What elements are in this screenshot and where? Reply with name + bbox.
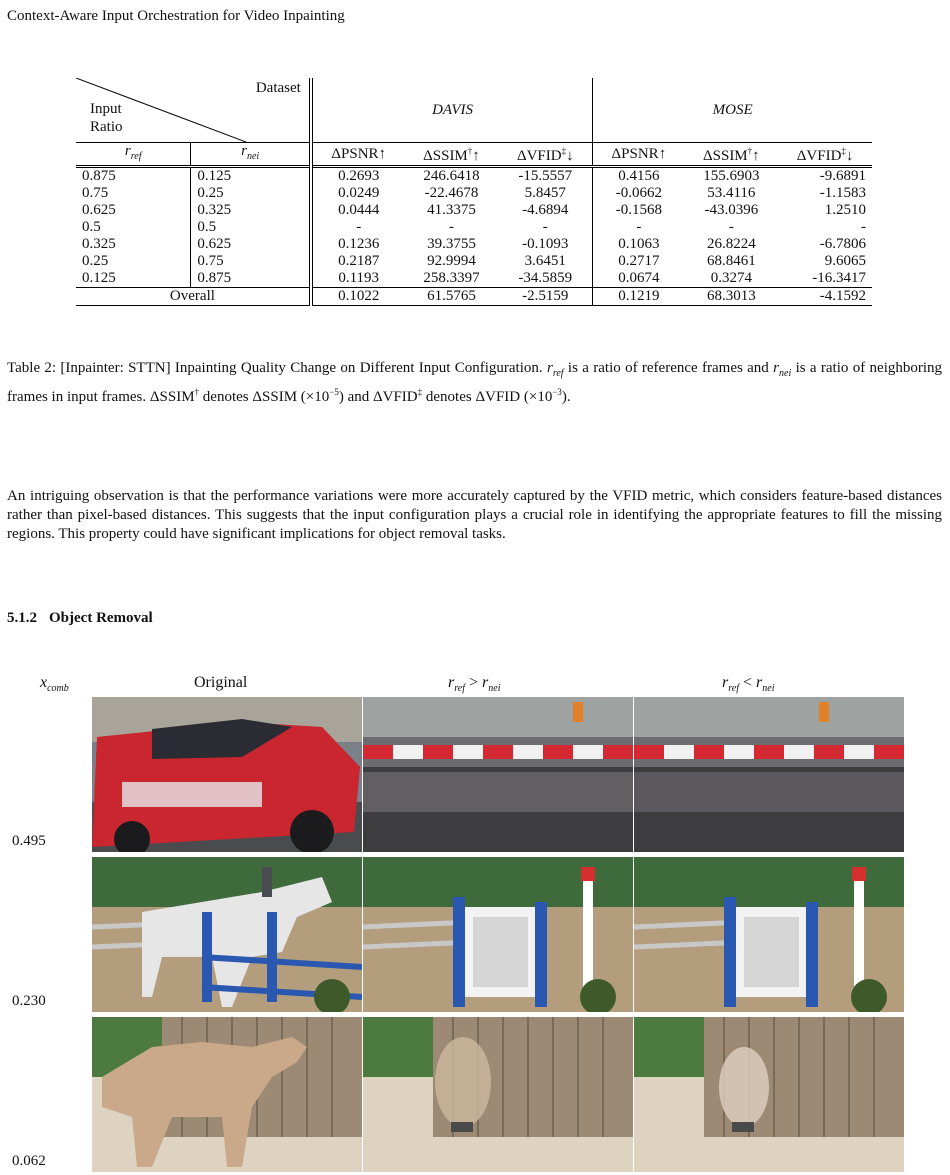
col-header-mose-psnr: ΔPSNR↑ <box>593 143 685 167</box>
figure-row-variable-label: $x_{comb}$ <box>40 674 69 695</box>
row-value-3: 0.062 <box>12 1153 46 1169</box>
overall-cell: -2.5159 <box>498 288 592 306</box>
figure-col-original: Original <box>194 674 248 691</box>
table-row <box>76 167 872 186</box>
table-cell: - <box>448 219 454 235</box>
table-cell: 41.3375 <box>427 202 476 218</box>
table-cell: 0.125 <box>191 167 311 186</box>
col-header-davis-vfid: ΔVFID‡↓ <box>498 143 592 167</box>
car-original-picture <box>92 697 362 852</box>
table-cell: - <box>728 219 734 235</box>
table-cell: 0.0444 <box>338 202 380 218</box>
figure-col-ref-gt-nei: $r_{ref} > r_{nei}$ <box>448 674 501 695</box>
figure-col-ref-lt-nei: $r_{ref} < r_{nei}$ <box>722 674 775 695</box>
row-value-1: 0.495 <box>12 833 46 849</box>
subsection-heading: 5.1.2 Object Removal <box>7 610 153 626</box>
table-cell: 0.75 <box>76 185 191 202</box>
row-value-2: 0.230 <box>12 993 46 1009</box>
table-cell: -0.1568 <box>615 202 662 218</box>
table-row <box>76 253 872 270</box>
col-header-rref: $r_{ref}$ <box>76 143 191 167</box>
overall-cell: 61.5765 <box>405 288 499 306</box>
overall-cell: 68.3013 <box>684 288 778 306</box>
page-header: Context-Aware Input Orchestration for Video Inpainting <box>7 8 345 24</box>
table-cell: 0.325 <box>191 202 311 219</box>
table-cell: 155.6903 <box>703 168 760 184</box>
table-cell: 0.1193 <box>338 270 380 286</box>
table-cell: 26.8224 <box>706 236 756 252</box>
table-cell: 0.5 <box>76 219 191 236</box>
table-row <box>76 185 872 202</box>
table-cell: 0.1063 <box>618 236 660 252</box>
image-camel-ref-gt-nei <box>363 1017 633 1172</box>
col-header-mose-vfid: ΔVFID‡↓ <box>778 143 872 167</box>
image-camel-original <box>92 1017 362 1172</box>
image-horse-original <box>92 857 362 1012</box>
table-cell: 0.4156 <box>618 168 660 184</box>
table-cell: 39.3755 <box>427 236 476 252</box>
table-cell: 5.8457 <box>498 185 592 202</box>
overall-cell: -4.1592 <box>778 288 872 306</box>
table-cell: 3.6451 <box>498 253 592 270</box>
table-cell: -6.7806 <box>819 236 866 252</box>
horse-ref-lt-picture <box>634 857 904 1012</box>
overall-cell: 0.1219 <box>593 288 685 306</box>
corner-input-ratio-label: Input Ratio <box>90 101 123 135</box>
table-cell: 0.875 <box>191 270 311 288</box>
table-cell: 0.25 <box>76 253 191 270</box>
table-cell: 0.2187 <box>338 253 380 269</box>
table-cell: -22.4678 <box>424 185 479 201</box>
table-row <box>76 202 872 219</box>
table-cell: 9.6065 <box>824 253 866 269</box>
col-header-rnei: $r_{nei}$ <box>191 143 311 167</box>
body-paragraph: An intriguing observation is that the performance variations were more accurately captured by the VFID metric, which considers feature-based distances rather than pixel-based distances. This suggests that the input configuration plays a crucial role in identifying the appropriate features to fill the missing regions. This property could have significant implications for object removal tasks. <box>7 488 942 542</box>
overall-cell: 0.1022 <box>311 288 405 306</box>
table-cell: -1.1583 <box>819 185 866 201</box>
table-cell: 0.25 <box>191 185 311 202</box>
dataset-header-mose: MOSE <box>712 101 753 118</box>
table-cell: -16.3417 <box>812 270 866 286</box>
table-cell: -43.0396 <box>704 202 759 218</box>
table-cell: - <box>861 219 866 235</box>
image-car-original <box>92 697 362 852</box>
table-cell: -0.1093 <box>498 236 592 253</box>
horse-ref-gt-picture <box>363 857 633 1012</box>
table-cell: -9.6891 <box>819 168 866 184</box>
table-cell: 0.3274 <box>710 270 752 286</box>
image-car-ref-gt-nei <box>363 697 633 852</box>
results-table <box>76 78 872 306</box>
table-cell: 0.2693 <box>338 168 380 184</box>
table-cell: 246.6418 <box>423 168 480 184</box>
table-cell: 0.125 <box>76 270 191 288</box>
table-cell: 0.0674 <box>618 270 660 286</box>
image-horse-ref-gt-nei <box>363 857 633 1012</box>
table-cell: 1.2510 <box>824 202 866 218</box>
col-header-davis-psnr: ΔPSNR↑ <box>311 143 405 167</box>
table-cell: - <box>636 219 642 235</box>
camel-original-picture <box>92 1017 362 1172</box>
car-ref-lt-picture <box>634 697 904 852</box>
dataset-header-davis: DAVIS <box>311 78 593 143</box>
table-cell: 68.8461 <box>706 253 756 269</box>
table-row <box>76 270 872 288</box>
camel-ref-gt-picture <box>363 1017 633 1172</box>
table-cell: 0.75 <box>191 253 311 270</box>
horse-original-picture <box>92 857 362 1012</box>
table-cell: - <box>498 219 592 236</box>
table-cell: 258.3397 <box>423 270 480 286</box>
car-ref-gt-picture <box>363 697 633 852</box>
table-cell: 0.5 <box>191 219 311 236</box>
table-cell: 0.1236 <box>338 236 380 252</box>
table-cell: -0.0662 <box>615 185 662 201</box>
table-row <box>76 236 872 253</box>
image-car-ref-lt-nei <box>634 697 904 852</box>
table-cell: 0.325 <box>76 236 191 253</box>
table-cell: 0.0249 <box>338 185 380 201</box>
table-caption: Table 2: [Inpainter: STTN] Inpainting Quality Change on Different Input Configuration. $r_{ref}$ is a ratio of reference frames and $r_{nei}$ is a ratio of neighboring frames in input frames. ΔSSIM† denotes ΔSSIM $(\times 10^{-5})$ and ΔVFID‡ denotes ΔVFID $(\times 10^{-3})$. <box>7 360 943 405</box>
corner-dataset-label: Dataset <box>255 80 301 96</box>
table-cell: 0.2717 <box>618 253 660 269</box>
table-row <box>76 219 872 236</box>
table-cell: - <box>356 219 362 235</box>
table-cell: 0.875 <box>76 167 191 186</box>
table-cell: 0.625 <box>76 202 191 219</box>
table-row-overall <box>76 288 872 306</box>
table-corner-cell <box>76 78 309 142</box>
metric-header-row <box>76 143 872 167</box>
col-header-mose-ssim: ΔSSIM†↑ <box>684 143 778 167</box>
table-cell: 53.4116 <box>707 185 756 201</box>
image-horse-ref-lt-nei <box>634 857 904 1012</box>
table-cell: -15.5557 <box>498 167 592 186</box>
camel-ref-lt-picture <box>634 1017 904 1172</box>
table-cell: -34.5859 <box>498 270 592 288</box>
table-cell: -4.6894 <box>498 202 592 219</box>
col-header-davis-ssim: ΔSSIM†↑ <box>405 143 499 167</box>
table-cell: 92.9994 <box>427 253 476 269</box>
overall-label: Overall <box>76 288 311 306</box>
table-cell: 0.625 <box>191 236 311 253</box>
image-camel-ref-lt-nei <box>634 1017 904 1172</box>
